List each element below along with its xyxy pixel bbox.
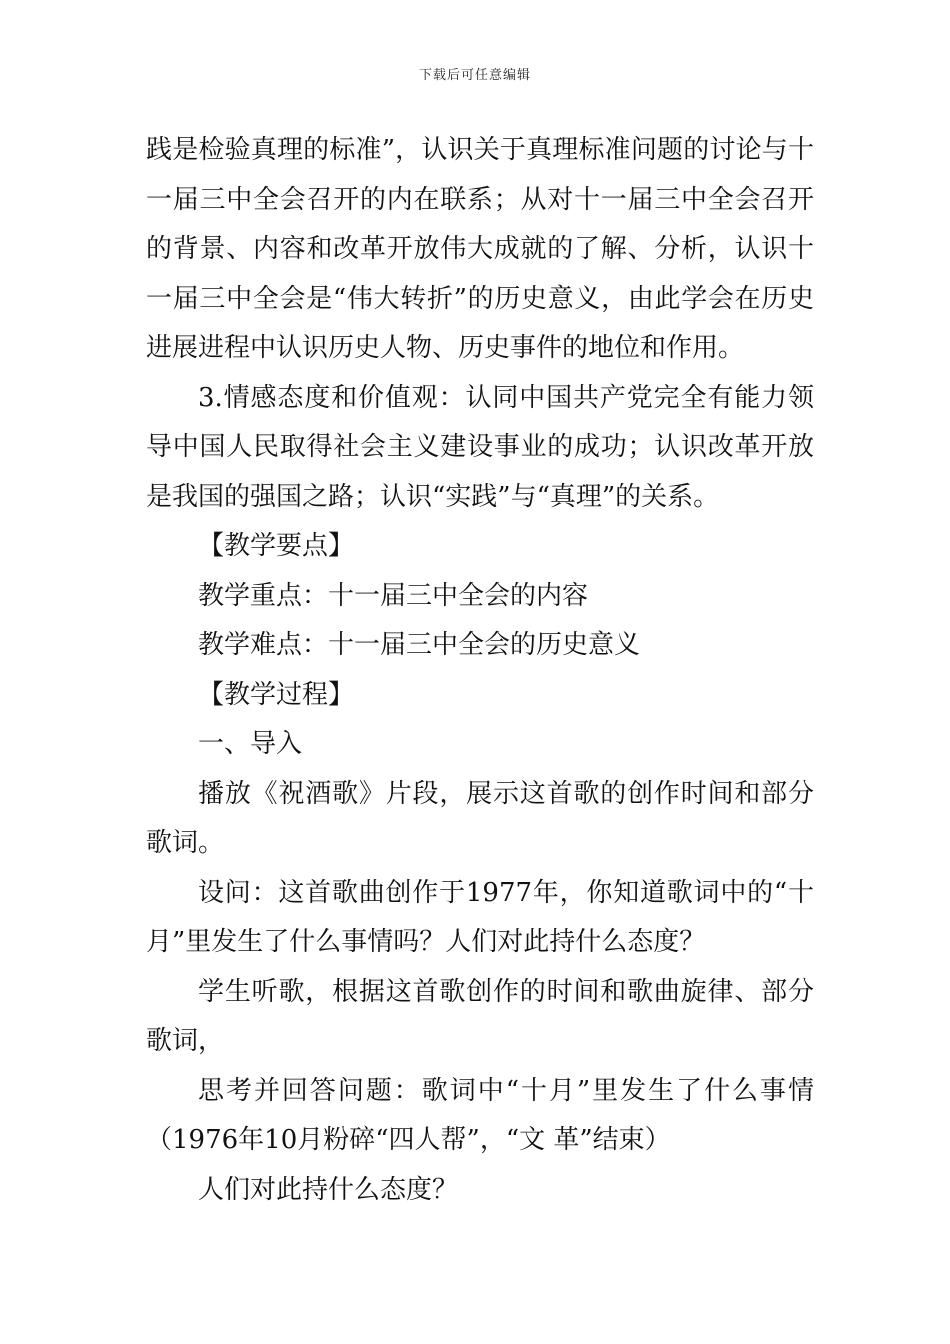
document-body: [146, 126, 814, 1215]
paragraph-attitude-question: 人们对此持什么态度？: [198, 1174, 459, 1205]
page-header: 下载后可任意编辑: [418, 68, 531, 83]
paragraph-think-answer: 思考并回答问题：歌词中“十月”里发生了什么事情（1976年10月粉碎“四人帮”，“文 革”结束）: [146, 1075, 814, 1155]
paragraph-question: 设问：这首歌曲创作于1977年，你知道歌词中的“十月”里发生了什么事情吗？人们对此持什么态度？: [146, 877, 814, 957]
section-heading-key-points: 【教学要点】: [198, 531, 355, 561]
paragraph-difficult-point: 教学难点：十一届三中全会的历史意义: [198, 630, 641, 660]
paragraph-play-song: 播放《祝酒歌》片段，展示这首歌的创作时间和部分歌词。: [146, 778, 814, 858]
section-heading-process: 【教学过程】: [198, 679, 355, 710]
subheading-introduction: 一、导入: [198, 729, 303, 759]
paragraph-continued: 践是检验真理的标准”，认识关于真理标准问题的讨论与十一届三中全会召开的内在联系；从对十一届三中全会召开的背景、内容和改革开放伟大成就的了解、分析，认识十一届三中全会是“伟大转折”的历史意义，由此学会在历史进展进程中认识历史人物、历史事件的地位和作用。: [146, 135, 814, 363]
paragraph-students-listen: 学生听歌，根据这首歌创作的时间和歌曲旋律、部分歌词，: [146, 976, 814, 1056]
paragraph-emotion-attitude: 3.情感态度和价值观：认同中国共产党完全有能力领导中国人民取得社会主义建设事业的成功；认识改革开放是我国的强国之路；认识“实践”与“真理”的关系。: [146, 382, 814, 512]
paragraph-key-point: 教学重点：十一届三中全会的内容: [198, 580, 589, 611]
